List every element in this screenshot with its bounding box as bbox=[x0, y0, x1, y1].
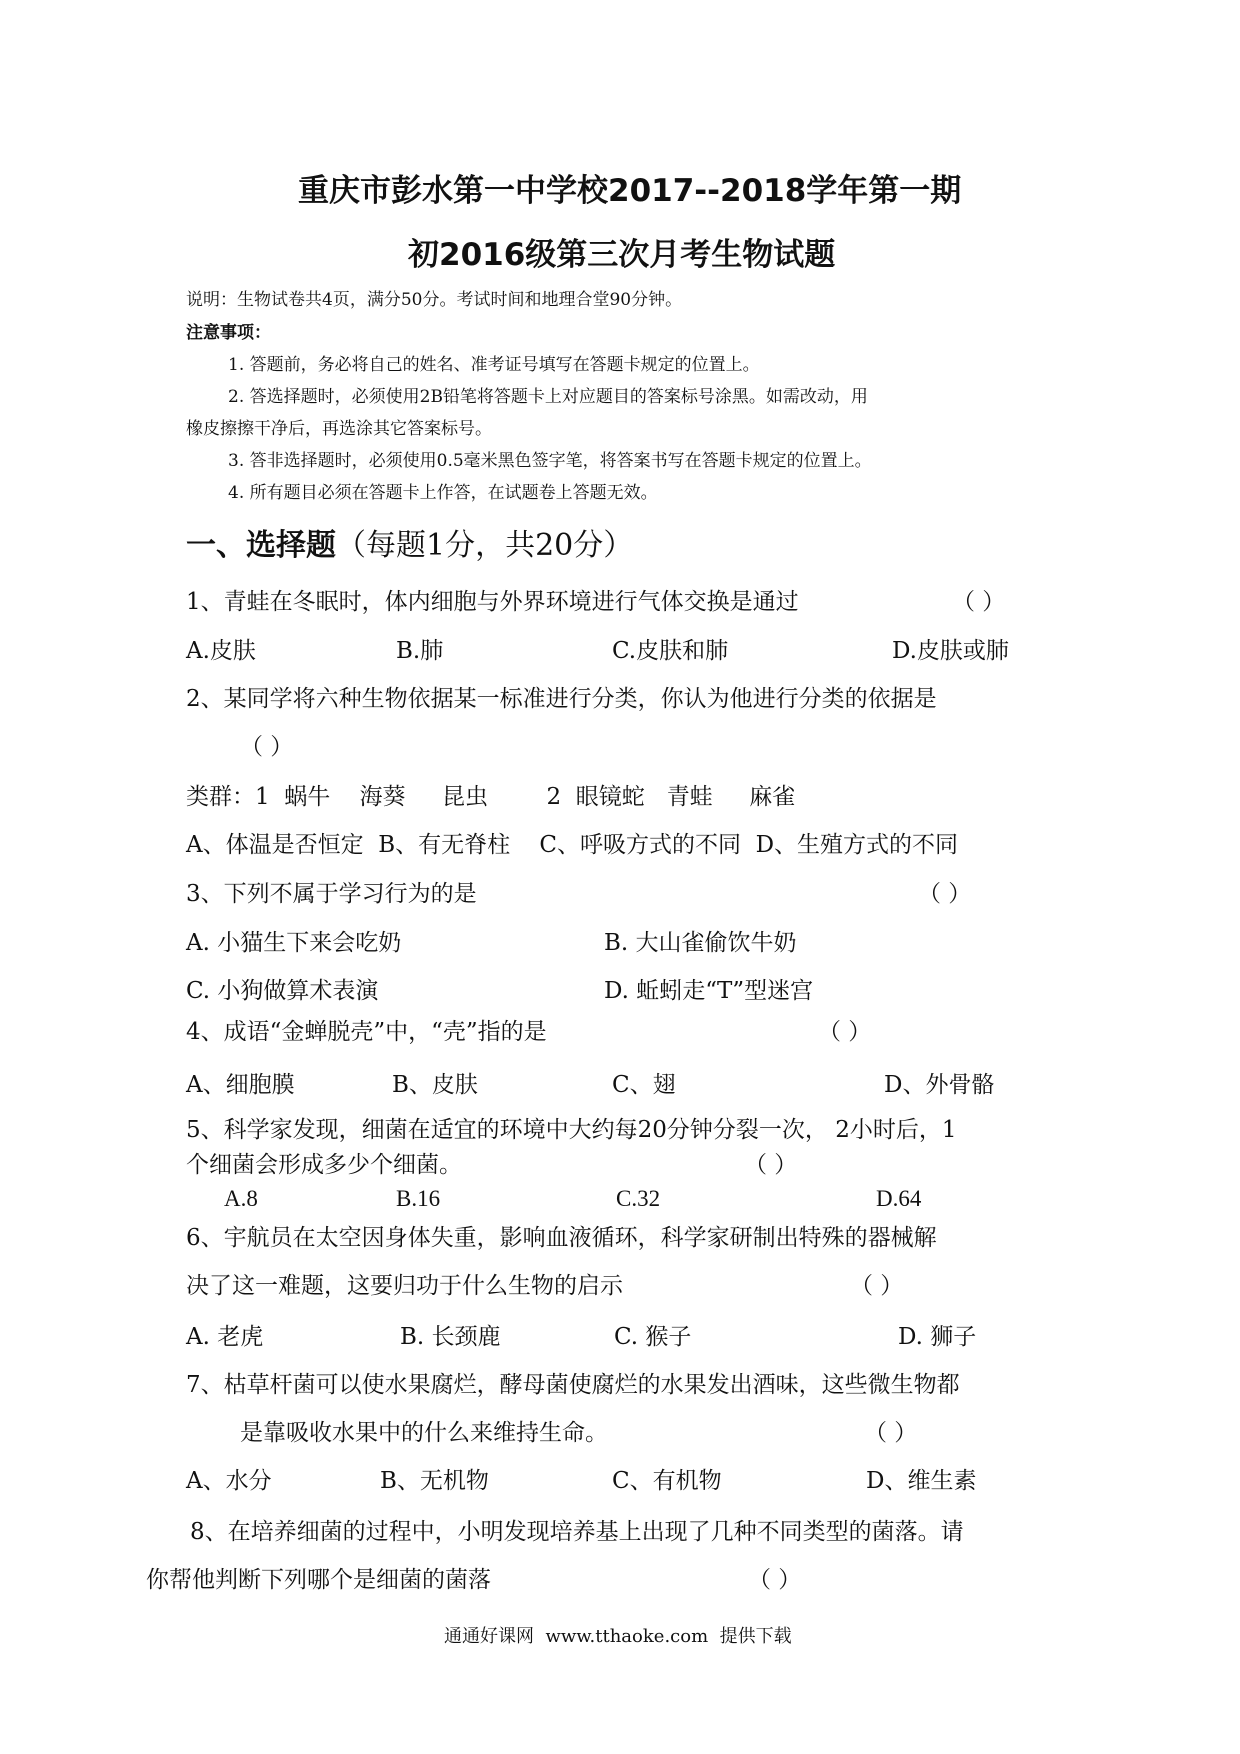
notice-item: 1. 答题前，务必将自己的姓名、准考证号填写在答题卡规定的位置上。 bbox=[228, 355, 760, 375]
question-2-groups: 类群：1 蜗牛 海葵 昆虫 2 眼镜蛇 青蛙 麻雀 bbox=[186, 784, 796, 810]
section-subtitle: （每题1分，共20分） bbox=[336, 528, 634, 563]
notice-item: 4. 所有题目必须在答题卡上作答，在试题卷上答题无效。 bbox=[228, 483, 658, 503]
option: B.肺 bbox=[396, 638, 444, 664]
option: A.8 bbox=[224, 1186, 258, 1211]
question-5-stem: 5、科学家发现，细菌在适宜的环境中大约每20分钟分裂一次， 2小时后，1 bbox=[186, 1117, 957, 1143]
answer-paren: （ ） bbox=[864, 1420, 918, 1446]
question-2-options: A、体温是否恒定 B、有无脊柱 C、呼吸方式的不同 D、生殖方式的不同 bbox=[186, 832, 959, 858]
option: B.16 bbox=[396, 1186, 441, 1211]
question-3-stem: 3、下列不属于学习行为的是 bbox=[186, 881, 477, 907]
option: C.32 bbox=[616, 1186, 661, 1211]
question-7-stem: 7、枯草杆菌可以使水果腐烂，酵母菌使腐烂的水果发出酒味，这些微生物都 bbox=[186, 1372, 960, 1398]
notice-item: 2. 答选择题时，必须使用2B铅笔将答题卡上对应题目的答案标号涂黑。如需改动，用 bbox=[228, 387, 868, 407]
option: C.皮肤和肺 bbox=[612, 638, 729, 664]
answer-paren: （ ） bbox=[744, 1152, 798, 1178]
option: D、外骨骼 bbox=[884, 1072, 995, 1098]
answer-paren: （ ） bbox=[818, 1019, 872, 1045]
option: A、水分 bbox=[186, 1468, 272, 1494]
option: D. 狮子 bbox=[898, 1324, 977, 1350]
question-1-stem: 1、青蛙在冬眠时，体内细胞与外界环境进行气体交换是通过 bbox=[186, 589, 799, 615]
option: B. 大山雀偷饮牛奶 bbox=[604, 930, 797, 956]
option: D. 蚯蚓走“T”型迷宫 bbox=[604, 978, 814, 1004]
question-8-stem: 8、在培养细菌的过程中，小明发现培养基上出现了几种不同类型的菌落。请 bbox=[190, 1519, 964, 1545]
option: B. 长颈鹿 bbox=[400, 1324, 501, 1350]
section-heading bbox=[186, 520, 633, 564]
exam-title-line1: 重庆市彭水第一中学校2017--2018学年第一期 bbox=[298, 173, 962, 209]
option: C、有机物 bbox=[612, 1468, 722, 1494]
exam-title-line2: 初2016级第三次月考生物试题 bbox=[408, 237, 836, 273]
option: C. 猴子 bbox=[614, 1324, 692, 1350]
option: D、维生素 bbox=[866, 1468, 977, 1494]
answer-paren: （ ） bbox=[240, 734, 294, 760]
exam-note: 说明：生物试卷共4页，满分50分。考试时间和地理合堂90分钟。 bbox=[186, 290, 683, 310]
question-8-stem-cont: 你帮他判断下列哪个是细菌的菌落 bbox=[146, 1567, 491, 1593]
option: D.64 bbox=[876, 1186, 922, 1211]
option: C、翅 bbox=[612, 1072, 676, 1098]
notice-item: 3. 答非选择题时，必须使用0.5毫米黑色签字笔，将答案书写在答题卡规定的位置上。 bbox=[228, 451, 872, 471]
option: A、细胞膜 bbox=[186, 1072, 295, 1098]
question-5-stem-cont: 个细菌会形成多少个细菌。 bbox=[186, 1152, 462, 1178]
answer-paren: （ ） bbox=[918, 881, 972, 907]
notice-heading: 注意事项： bbox=[186, 323, 271, 343]
question-6-stem: 6、宇航员在太空因身体失重，影响血液循环，科学家研制出特殊的器械解 bbox=[186, 1225, 937, 1251]
option: C. 小狗做算术表演 bbox=[186, 978, 379, 1004]
option: D.皮肤或肺 bbox=[892, 638, 1009, 664]
option: A.皮肤 bbox=[186, 638, 256, 664]
footer-source: 通通好课网 www.tthaoke.com 提供下载 bbox=[444, 1626, 792, 1647]
question-6-stem-cont: 决了这一难题，这要归功于什么生物的启示 bbox=[186, 1273, 623, 1299]
question-4-stem: 4、成语“金蝉脱壳”中，“壳”指的是 bbox=[186, 1019, 547, 1045]
option: B、皮肤 bbox=[392, 1072, 478, 1098]
notice-item: 橡皮擦擦干净后，再选涂其它答案标号。 bbox=[186, 419, 492, 439]
question-7-stem-cont: 是靠吸收水果中的什么来维持生命。 bbox=[240, 1420, 608, 1446]
question-2-stem: 2、某同学将六种生物依据某一标准进行分类，你认为他进行分类的依据是 bbox=[186, 686, 937, 712]
section-title: 一、选择题 bbox=[186, 528, 336, 563]
option: A. 老虎 bbox=[186, 1324, 264, 1350]
option: B、无机物 bbox=[380, 1468, 489, 1494]
option: A. 小猫生下来会吃奶 bbox=[186, 930, 402, 956]
answer-paren: （ ） bbox=[850, 1273, 904, 1299]
answer-paren: （ ） bbox=[748, 1567, 802, 1593]
answer-paren: （ ） bbox=[952, 589, 1006, 615]
